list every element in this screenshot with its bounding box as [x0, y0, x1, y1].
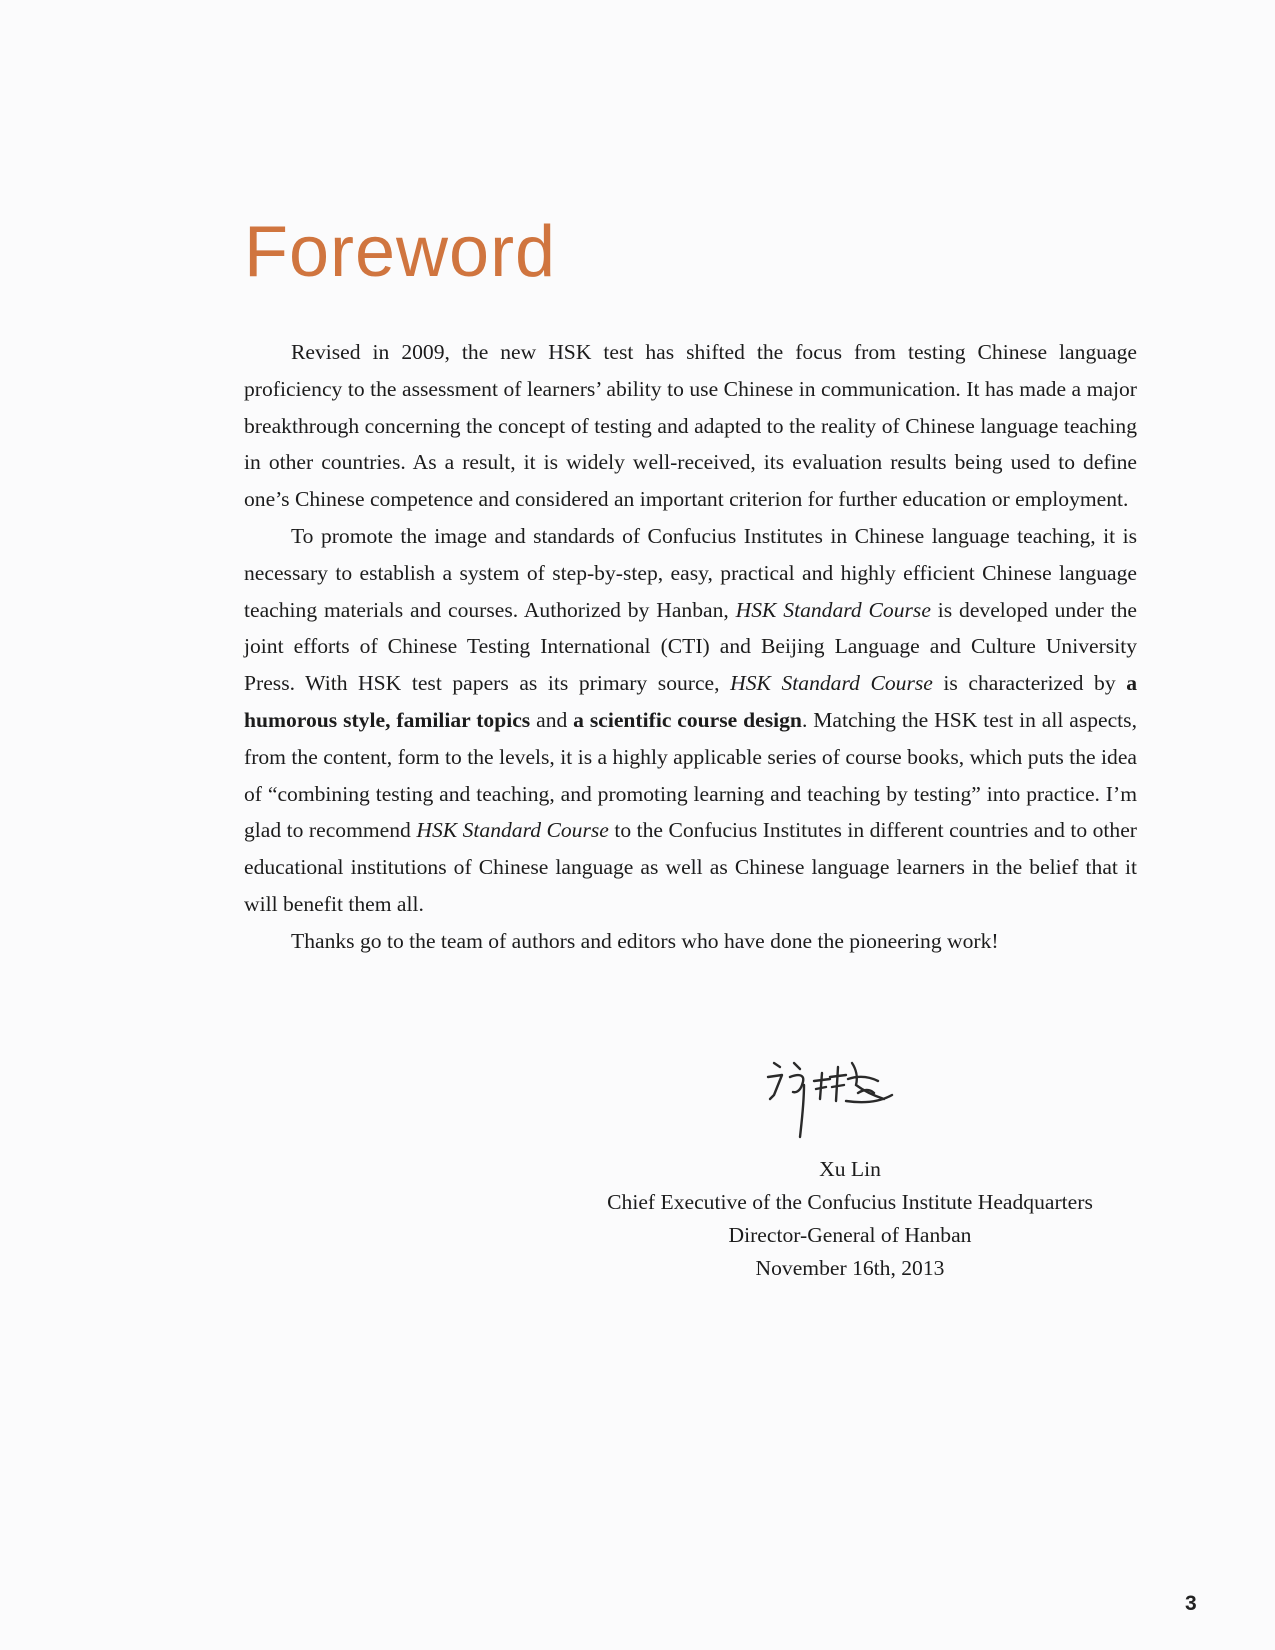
- paragraph-3: Thanks go to the team of authors and editors who have done the pioneering work!: [291, 928, 999, 953]
- signatory-name: Xu Lin: [819, 1157, 881, 1181]
- book-title: HSK Standard Course: [730, 671, 933, 696]
- emphasis-text: familiar topics: [396, 707, 531, 732]
- signature-date: November 16th, 2013: [755, 1256, 945, 1280]
- text-span: to the Confucius Institutes in different countries and to other educational institutions of Chinese language as well as Chinese language learners in the belief that it will benefit them all.: [244, 818, 1137, 916]
- page-title: Foreword: [244, 212, 557, 292]
- text-span: is developed under the joint efforts of Chinese Testing International (CTI) and Beijing Language and Culture University Press. With HSK test papers as its primary source,: [244, 597, 1137, 696]
- page-number: 3: [1185, 1592, 1197, 1615]
- emphasis-text: a scientific course design: [573, 707, 802, 732]
- paragraph-2: [244, 518, 1137, 923]
- book-title: HSK Standard Course: [416, 818, 609, 843]
- text-span: and: [530, 707, 574, 732]
- signatory-title: Director-General of Hanban: [728, 1223, 972, 1247]
- text-span: . Matching the HSK test in all aspects, from the content, form to the levels, it is a highly applicable series of course books, which puts the idea of “combining testing and teaching, and promoting learning and teaching by testing” into practice. I’m glad to recommend: [244, 707, 1137, 843]
- signatory-title: Chief Executive of the Confucius Institute Headquarters: [607, 1190, 1093, 1214]
- handwritten-signature: [760, 1055, 920, 1145]
- text-span: To promote the image and standards of Confucius Institutes in Chinese language teaching, it is necessary to establish a system of step-by-step, easy, practical and highly efficient Chinese language teaching materials and courses. Authorized by Hanban,: [244, 523, 1137, 622]
- foreword-body: [244, 334, 1137, 960]
- text-span: is characterized by: [932, 671, 1127, 696]
- book-title: HSK Standard Course: [735, 597, 931, 622]
- emphasis-text: a humorous style: [244, 671, 1137, 732]
- paragraph-1: Revised in 2009, the new HSK test has shifted the focus from testing Chinese language proficiency to the assessment of learners’ ability to use Chinese in communication. It has made a major breakthrough concerning the concept of testing and adapted to the reality of Chinese language teaching in other countries. As a result, it is widely well-received, its evaluation results being used to define one’s Chinese competence and considered an important criterion for further education or employment.: [244, 340, 1137, 512]
- emphasis-separator: ,: [385, 707, 397, 732]
- signature-block: [560, 1153, 1140, 1285]
